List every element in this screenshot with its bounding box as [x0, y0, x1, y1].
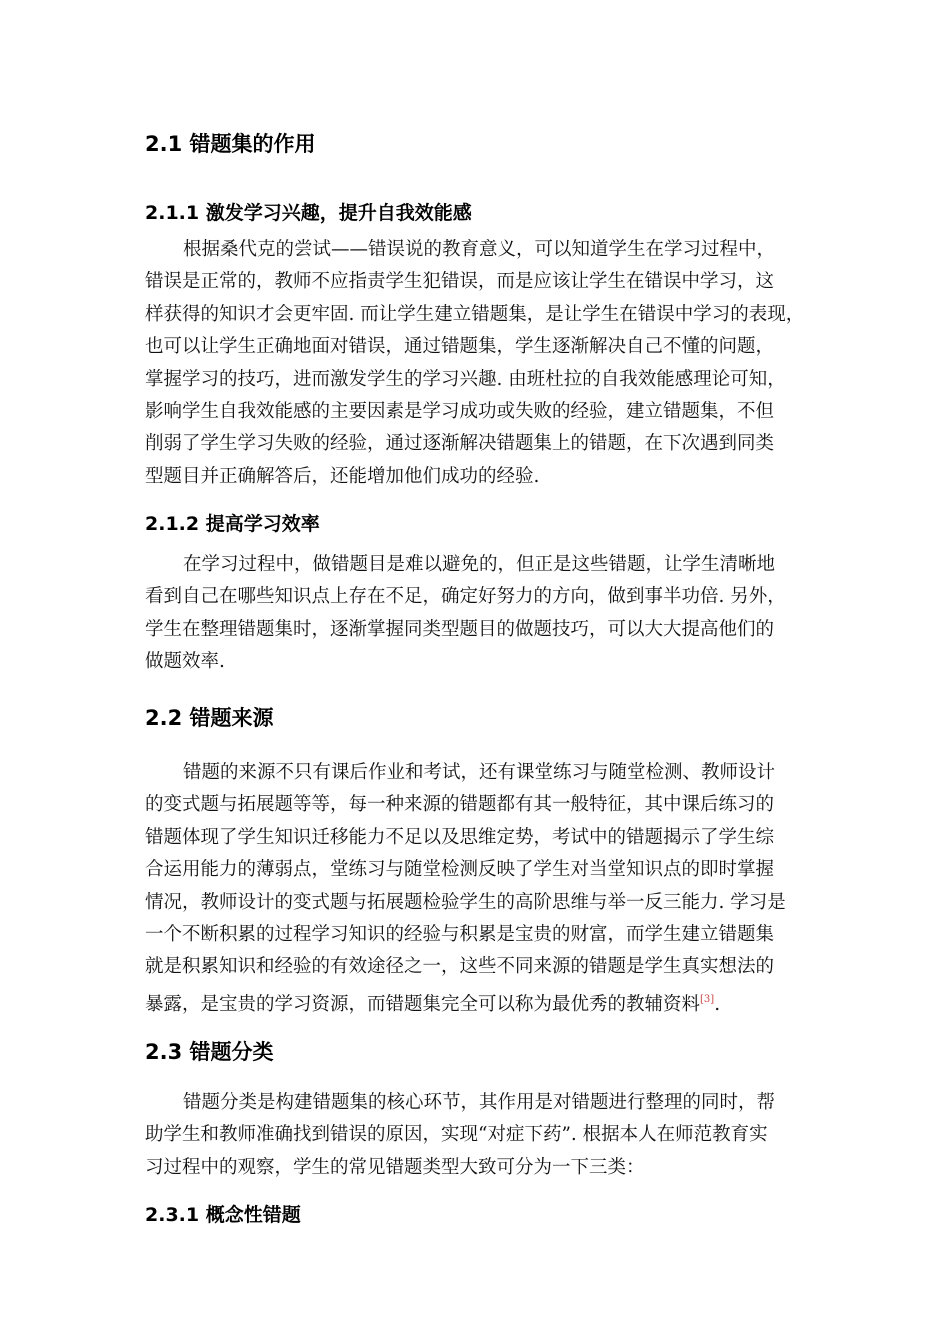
heading-2-3-1: 2.3.1 概念性错题: [145, 1204, 301, 1226]
text-line-content: 暴露，是宝贵的学习资源，而错题集完全可以称为最优秀的教辅资料: [145, 993, 701, 1015]
text-line: 影响学生自我效能感的主要因素是学习成功或失败的经验，建立错题集，不但: [145, 400, 775, 422]
paragraph-2-1-2: [145, 549, 825, 679]
text-line: 错题体现了学生知识迁移能力不足以及思维定势，考试中的错题揭示了学生综: [145, 826, 775, 848]
heading-2-1-2: 2.1.2 提高学习效率: [145, 513, 320, 535]
sentence-end: .: [714, 993, 721, 1015]
text-line: 在学习过程中，做错题目是难以避免的，但正是这些错题，让学生清晰地: [183, 554, 776, 575]
text-line: 掌握学习的技巧，进而激发学生的学习兴趣. 由班杜拉的自我效能感理论可知，: [145, 368, 786, 390]
text-line: 错题的来源不只有课后作业和考试，还有课堂练习与随堂检测、教师设计: [183, 762, 776, 783]
text-line: 看到自己在哪些知识点上存在不足，确定好努力的方向，做到事半功倍. 另外，: [145, 586, 786, 608]
heading-2-1-1: 2.1.1 激发学习兴趣，提升自我效能感: [145, 202, 472, 224]
text-line: 也可以让学生正确地面对错误，通过错题集，学生逐渐解决自己不懂的问题，: [145, 336, 775, 358]
paragraph-2-1-1: [145, 234, 825, 493]
text-line: 学生在整理错题集时，逐渐掌握同类型题目的做题技巧，可以大大提高他们的: [145, 618, 775, 640]
text-line: 型题目并正确解答后，还能增加他们成功的经验.: [145, 465, 540, 487]
heading-2-1: 2.1 错题集的作用: [145, 132, 316, 156]
text-line: 错题分类是构建错题集的核心环节，其作用是对错题进行整理的同时，帮: [183, 1092, 776, 1113]
text-line: 一个不断积累的过程学习知识的经验与积累是宝贵的财富，而学生建立错题集: [145, 923, 775, 945]
text-line: 做题效率.: [145, 651, 225, 673]
paragraph-2-2: [145, 757, 825, 1016]
text-line: [145, 984, 825, 1016]
heading-2-3: 2.3 错题分类: [145, 1040, 274, 1064]
citation-link[interactable]: [3]: [700, 993, 715, 1005]
paragraph-2-3: [145, 1087, 825, 1184]
heading-2-2: 2.2 错题来源: [145, 706, 274, 730]
text-line: 错误是正常的，教师不应指责学生犯错误，而是应该让学生在错误中学习，这: [145, 271, 775, 293]
text-line: 情况，教师设计的变式题与拓展题检验学生的高阶思维与举一反三能力. 学习是: [145, 891, 786, 913]
text-line: 的变式题与拓展题等等，每一种来源的错题都有其一般特征，其中课后练习的: [145, 794, 775, 816]
text-line: 削弱了学生学习失败的经验，通过逐渐解决错题集上的错题，在下次遇到同类: [145, 433, 775, 455]
text-line: 根据桑代克的尝试——错误说的教育意义，可以知道学生在学习过程中，: [183, 239, 776, 260]
text-line: 助学生和教师准确找到错误的原因，实现“对症下药”. 根据本人在师范教育实: [145, 1124, 768, 1146]
text-line: 合运用能力的薄弱点，堂练习与随堂检测反映了学生对当堂知识点的即时掌握: [145, 859, 775, 881]
text-line: 习过程中的观察，学生的常见错题类型大致可分为一下三类：: [145, 1156, 645, 1178]
text-line: 就是积累知识和经验的有效途径之一，这些不同来源的错题是学生真实想法的: [145, 956, 775, 978]
text-line: 样获得的知识才会更牢固. 而让学生建立错题集，是让学生在错误中学习的表现，: [145, 303, 805, 325]
